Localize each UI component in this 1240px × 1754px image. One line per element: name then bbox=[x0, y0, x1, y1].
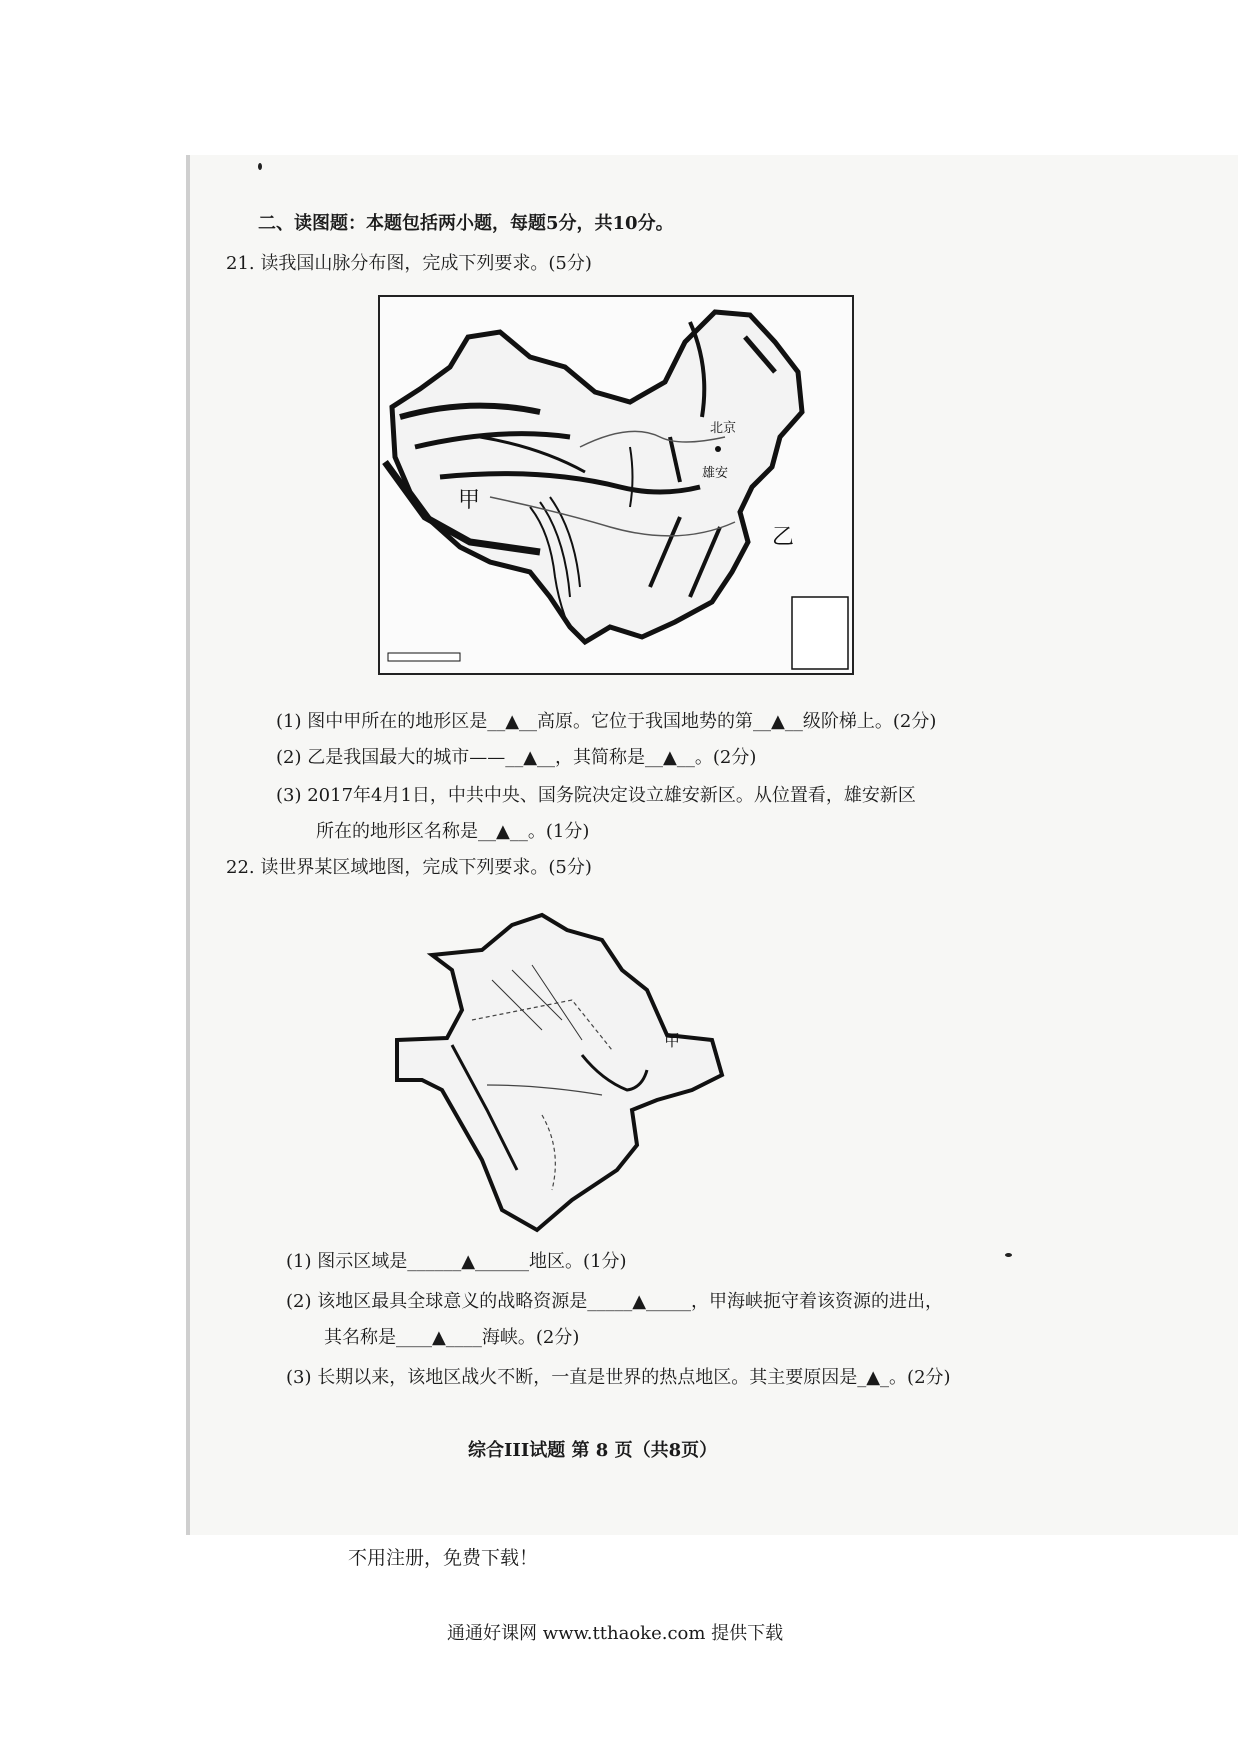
south-sea-inset bbox=[792, 597, 848, 669]
region-outline bbox=[397, 915, 722, 1230]
section-heading: 二、读图题：本题包括两小题，每题5分，共10分。 bbox=[258, 213, 674, 234]
label-yi: 乙 bbox=[772, 525, 795, 550]
q21-sub1: (1) 图中甲所在的地形区是__▲__高原。它位于我国地势的第__▲__级阶梯上。(2分) bbox=[276, 711, 937, 732]
middle-east-map bbox=[392, 910, 732, 1235]
scan-speck bbox=[1005, 1253, 1012, 1257]
q21-sub3-line1: (3) 2017年4月1日，中共中央、国务院决定设立雄安新区。从位置看，雄安新区 bbox=[276, 785, 916, 806]
q22-sub1: (1) 图示区域是______▲______地区。(1分) bbox=[286, 1251, 627, 1272]
label-jia-strait: 甲 bbox=[664, 1031, 681, 1050]
middle-east-drawing bbox=[392, 910, 732, 1235]
q21-prompt: 21. 读我国山脉分布图，完成下列要求。(5分) bbox=[226, 253, 592, 274]
label-xiongan: 雄安 bbox=[702, 466, 729, 481]
scale-bar bbox=[388, 653, 460, 661]
china-map-drawing bbox=[380, 297, 852, 673]
free-download-note: 不用注册，免费下载！ bbox=[348, 1547, 539, 1569]
q22-prompt: 22. 读世界某区域地图，完成下列要求。(5分) bbox=[226, 857, 592, 878]
q21-sub3-line2: 所在的地形区名称是__▲__。(1分) bbox=[316, 821, 590, 842]
q22-sub3: (3) 长期以来，该地区战火不断，一直是世界的热点地区。其主要原因是_▲_。(2分) bbox=[286, 1367, 951, 1388]
page-footer: 综合III试题 第 8 页（共8页） bbox=[468, 1440, 718, 1461]
source-line: 通通好课网 www.tthaoke.com 提供下载 bbox=[447, 1623, 784, 1644]
beijing-marker bbox=[715, 446, 721, 452]
label-jia: 甲 bbox=[458, 488, 481, 513]
scan-edge bbox=[186, 155, 190, 1535]
label-beijing: 北京 bbox=[710, 421, 737, 436]
china-mountain-map bbox=[378, 295, 854, 675]
q22-sub2-line2: 其名称是____▲____海峡。(2分) bbox=[324, 1327, 580, 1348]
scan-speck bbox=[258, 163, 262, 170]
q21-sub2: (2) 乙是我国最大的城市——__▲__，其简称是__▲__。(2分) bbox=[276, 747, 757, 768]
q22-sub2-line1: (2) 该地区最具全球意义的战略资源是_____▲_____，甲海峡扼守着该资源的进出， bbox=[286, 1291, 944, 1312]
